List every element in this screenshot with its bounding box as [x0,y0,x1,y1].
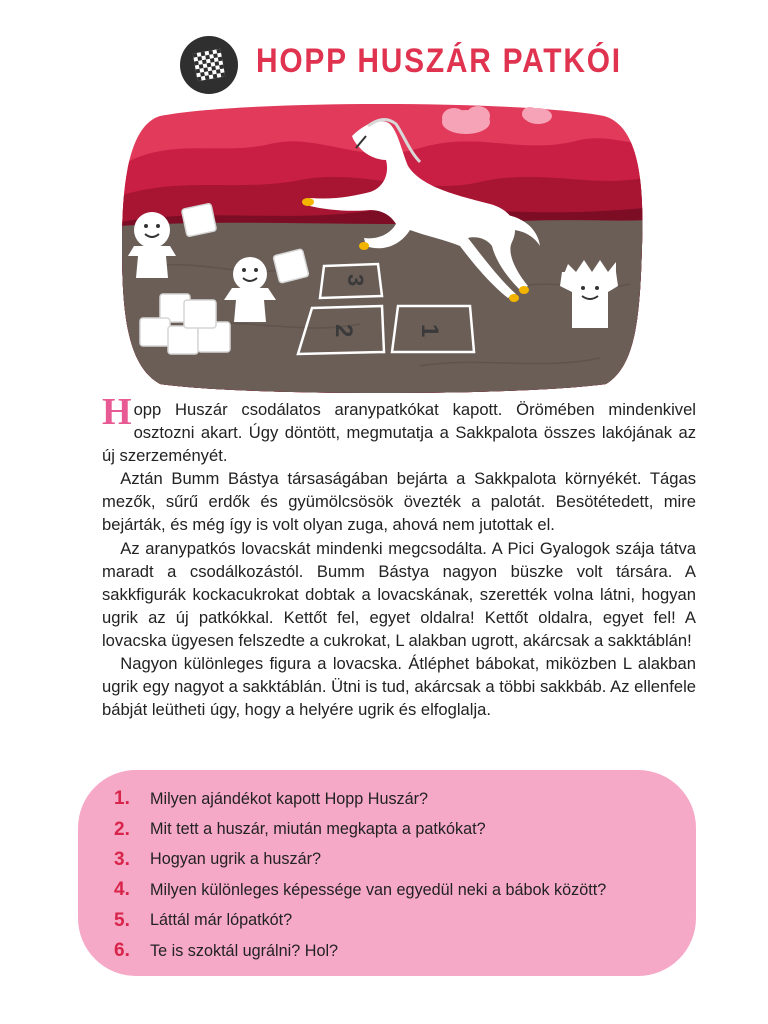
question-number: 6. [114,940,130,962]
story-paragraph-3: Az aranypatkós lovacskát mindenki megcsodálta. A Pici Gyalogok szája tátva maradt a csodálkozástól. Bumm Bástya nagyon büszke volt társára. A sakkfigurák kockacukrokat dobtak a lovacskának, szerették volna látni, hogyan ugrik az új patkókkal. Kettőt fel, egyet oldalra! Kettőt oldalra, egyet fel! A lovacska ügyesen felszedte a cukrokat, L alakban ugrott, akárcsak a sakktáblán! [102,538,696,650]
story-paragraph-2: Aztán Bumm Bástya társaságában bejárta a Sakkpalota környékét. Tágas mezők, sűrű erdők és gyümölcsösök övezték a palotát. Besötétedett, mire bejárták, és még így is volt olyan zuga, ahová nem jutottak el. [102,469,696,535]
story-paragraph-1 [102,391,696,467]
question-list [114,784,606,966]
question-3 [114,845,606,875]
question-text: Milyen ajándékot kapott Hopp Huszár? [150,789,429,808]
page-header [180,36,620,92]
question-text: Hogyan ugrik a huszár? [150,850,321,869]
chess-badge [180,36,238,94]
hopscotch-number-2: 2 [330,324,357,338]
question-text: Te is szoktál ugrálni? Hol? [150,941,339,960]
question-6 [114,936,606,966]
question-number: 5. [114,909,130,931]
story-text [102,391,696,721]
question-text: Láttál már lópatkót? [150,911,293,930]
question-2 [114,814,606,844]
question-number: 3. [114,848,130,870]
hopscotch-number-3: 3 [343,274,368,287]
question-number: 2. [114,818,130,840]
question-5 [114,906,606,936]
hopscotch-number-1: 1 [416,324,443,338]
question-number: 4. [114,879,130,901]
question-text: Mit tett a huszár, miután megkapta a patkókat? [150,820,486,839]
question-4 [114,875,606,905]
question-number: 1. [114,788,130,810]
story-paragraph-1-text: opp Huszár csodálatos aranypatkókat kapott. Örömében mindenkivel osztozni akart. Úgy döntött, megmutatja a Sakkpalota összes lakójának az új szerzeményét. [102,400,696,466]
page-title: HOPP HUSZÁR PATKÓI [256,42,622,80]
drop-cap: H [102,391,132,433]
question-1 [114,784,606,814]
story-paragraph-4: Nagyon különleges figura a lovacska. Átléphet bábokat, miközben L alakban ugrik egy nagyot a sakktáblán. Ütni is tud, akárcsak a többi sakkbáb. Az ellenfele bábját leütheti úgy, hogy a helyére ugrik és elfoglalja. [102,654,696,720]
questions-box [78,770,696,976]
story-illustration [120,96,644,396]
question-text: Milyen különleges képessége van egyedül neki a bábok között? [150,880,607,899]
chessboard-icon [192,48,226,82]
